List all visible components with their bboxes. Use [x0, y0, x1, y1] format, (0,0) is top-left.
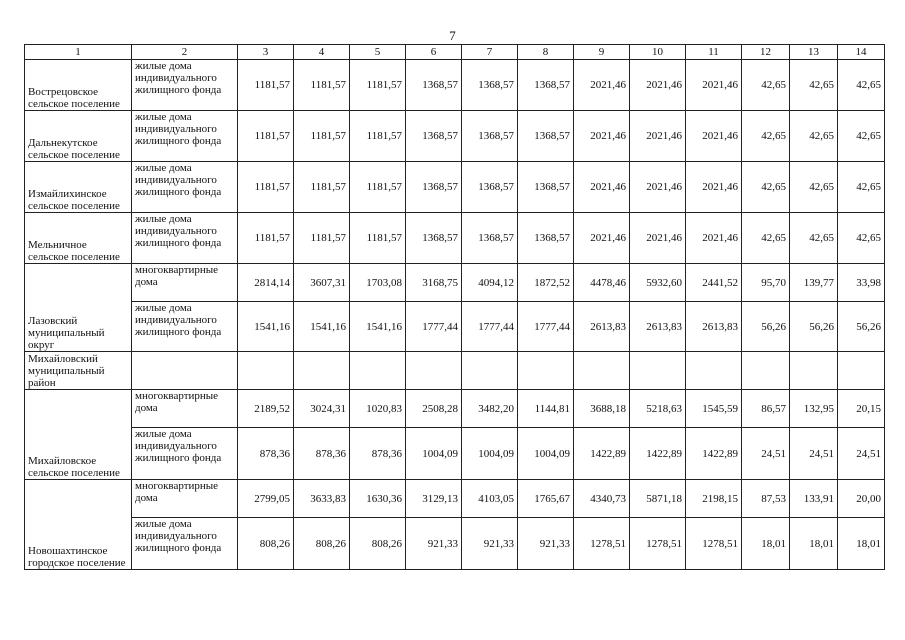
- housing-type: многоквартирные дома: [132, 480, 238, 518]
- value-cell: 42,65: [790, 213, 838, 264]
- value-cell: 56,26: [742, 302, 790, 352]
- column-header: 10: [630, 45, 686, 60]
- value-cell: 2613,83: [686, 302, 742, 352]
- value-cell: 2021,46: [686, 213, 742, 264]
- column-header: 6: [406, 45, 462, 60]
- value-cell: 5871,18: [630, 480, 686, 518]
- value-cell: 1278,51: [574, 518, 630, 570]
- value-cell: 4094,12: [462, 264, 518, 302]
- value-cell: 2021,46: [686, 60, 742, 111]
- table-row: [25, 428, 885, 480]
- value-cell: 4340,73: [574, 480, 630, 518]
- value-cell: 5932,60: [630, 264, 686, 302]
- column-header: 14: [838, 45, 885, 60]
- value-cell: 2021,46: [574, 162, 630, 213]
- value-cell: 1422,89: [630, 428, 686, 480]
- municipality-name: Мельничное сельское поселение: [25, 213, 132, 264]
- value-cell: 2021,46: [574, 213, 630, 264]
- column-header: 11: [686, 45, 742, 60]
- value-cell: 95,70: [742, 264, 790, 302]
- housing-type: многоквартирные дома: [132, 264, 238, 302]
- municipality-name: Михайловское сельское поселение: [25, 390, 132, 480]
- column-header: 4: [294, 45, 350, 60]
- value-cell: 5218,63: [630, 390, 686, 428]
- value-cell: 42,65: [838, 111, 885, 162]
- value-cell: 1181,57: [350, 162, 406, 213]
- value-cell: 3482,20: [462, 390, 518, 428]
- value-cell: 1368,57: [518, 111, 574, 162]
- table-row: [25, 302, 885, 352]
- value-cell: 1777,44: [462, 302, 518, 352]
- value-cell: 2021,46: [630, 213, 686, 264]
- value-cell: 33,98: [838, 264, 885, 302]
- value-cell: 878,36: [350, 428, 406, 480]
- value-cell: 1181,57: [238, 111, 294, 162]
- page-number: 7: [449, 28, 456, 43]
- value-cell: 1422,89: [574, 428, 630, 480]
- column-header: 13: [790, 45, 838, 60]
- value-cell: 56,26: [838, 302, 885, 352]
- table-row: [25, 264, 885, 302]
- housing-type: жилые дома индивидуального жилищного фонда: [132, 518, 238, 570]
- column-header: 1: [25, 45, 132, 60]
- value-cell: 1181,57: [350, 60, 406, 111]
- value-cell: 132,95: [790, 390, 838, 428]
- housing-type: жилые дома индивидуального жилищного фонда: [132, 302, 238, 352]
- municipality-name: Измайлихинское сельское поселение: [25, 162, 132, 213]
- value-cell: 24,51: [742, 428, 790, 480]
- value-cell: 1422,89: [686, 428, 742, 480]
- housing-type: жилые дома индивидуального жилищного фонда: [132, 162, 238, 213]
- table-row: [25, 111, 885, 162]
- value-cell: 808,26: [294, 518, 350, 570]
- housing-type: жилые дома индивидуального жилищного фонда: [132, 60, 238, 111]
- column-header: 3: [238, 45, 294, 60]
- value-cell: 1368,57: [462, 162, 518, 213]
- value-cell: 1368,57: [406, 162, 462, 213]
- value-cell: 56,26: [790, 302, 838, 352]
- value-cell: 1020,83: [350, 390, 406, 428]
- table-row: [25, 480, 885, 518]
- tariff-table: [24, 44, 885, 570]
- value-cell: 1703,08: [350, 264, 406, 302]
- value-cell: 1765,67: [518, 480, 574, 518]
- municipality-name: Лазовский муниципальный округ: [25, 264, 132, 352]
- table-row: [25, 60, 885, 111]
- housing-type: многоквартирные дома: [132, 390, 238, 428]
- value-cell: 1545,59: [686, 390, 742, 428]
- value-cell: 3168,75: [406, 264, 462, 302]
- value-cell: 878,36: [238, 428, 294, 480]
- value-cell: 2021,46: [630, 162, 686, 213]
- value-cell: 18,01: [838, 518, 885, 570]
- value-cell: 20,15: [838, 390, 885, 428]
- table-row: [25, 518, 885, 570]
- value-cell: 20,00: [838, 480, 885, 518]
- value-cell: 42,65: [742, 60, 790, 111]
- value-cell: 1181,57: [350, 111, 406, 162]
- value-cell: 2021,46: [686, 162, 742, 213]
- table-row: [25, 352, 885, 390]
- value-cell: 1181,57: [294, 213, 350, 264]
- value-cell: 878,36: [294, 428, 350, 480]
- value-cell: 3688,18: [574, 390, 630, 428]
- value-cell: 42,65: [838, 162, 885, 213]
- value-cell: 1181,57: [350, 213, 406, 264]
- value-cell: 3024,31: [294, 390, 350, 428]
- value-cell: 2814,14: [238, 264, 294, 302]
- value-cell: 1004,09: [462, 428, 518, 480]
- value-cell: 3607,31: [294, 264, 350, 302]
- column-header: 12: [742, 45, 790, 60]
- value-cell: 139,77: [790, 264, 838, 302]
- column-header: 2: [132, 45, 238, 60]
- value-cell: 1004,09: [406, 428, 462, 480]
- housing-type: жилые дома индивидуального жилищного фонда: [132, 111, 238, 162]
- value-cell: 1368,57: [462, 213, 518, 264]
- column-header: 7: [462, 45, 518, 60]
- value-cell: 1368,57: [406, 111, 462, 162]
- value-cell: 2508,28: [406, 390, 462, 428]
- value-cell: 1144,81: [518, 390, 574, 428]
- municipality-name: Михайловский муниципальный район: [25, 352, 132, 390]
- value-cell: 1777,44: [406, 302, 462, 352]
- value-cell: 3129,13: [406, 480, 462, 518]
- value-cell: 42,65: [790, 162, 838, 213]
- value-cell: 921,33: [518, 518, 574, 570]
- value-cell: 2613,83: [630, 302, 686, 352]
- value-cell: 2613,83: [574, 302, 630, 352]
- value-cell: 921,33: [406, 518, 462, 570]
- value-cell: 18,01: [742, 518, 790, 570]
- value-cell: 1368,57: [518, 213, 574, 264]
- column-header: 8: [518, 45, 574, 60]
- value-cell: 2189,52: [238, 390, 294, 428]
- value-cell: 1368,57: [462, 111, 518, 162]
- value-cell: 4103,05: [462, 480, 518, 518]
- value-cell: 133,91: [790, 480, 838, 518]
- table-row: [25, 213, 885, 264]
- value-cell: 42,65: [742, 162, 790, 213]
- value-cell: 42,65: [742, 213, 790, 264]
- column-header: 9: [574, 45, 630, 60]
- value-cell: 1541,16: [294, 302, 350, 352]
- value-cell: 24,51: [790, 428, 838, 480]
- value-cell: 1181,57: [294, 60, 350, 111]
- value-cell: 42,65: [790, 111, 838, 162]
- value-cell: 2021,46: [574, 111, 630, 162]
- value-cell: 3633,83: [294, 480, 350, 518]
- value-cell: 1368,57: [518, 60, 574, 111]
- municipality-name: Дальнекутское сельское поселение: [25, 111, 132, 162]
- value-cell: 2198,15: [686, 480, 742, 518]
- value-cell: 42,65: [790, 60, 838, 111]
- value-cell: 87,53: [742, 480, 790, 518]
- value-cell: 2021,46: [630, 111, 686, 162]
- value-cell: 2799,05: [238, 480, 294, 518]
- value-cell: 1004,09: [518, 428, 574, 480]
- housing-type: жилые дома индивидуального жилищного фонда: [132, 213, 238, 264]
- column-header: 5: [350, 45, 406, 60]
- value-cell: 1368,57: [406, 60, 462, 111]
- value-cell: 1181,57: [238, 162, 294, 213]
- value-cell: 1278,51: [686, 518, 742, 570]
- value-cell: 4478,46: [574, 264, 630, 302]
- value-cell: 921,33: [462, 518, 518, 570]
- value-cell: 1368,57: [406, 213, 462, 264]
- value-cell: 86,57: [742, 390, 790, 428]
- table-row: [25, 162, 885, 213]
- value-cell: 2441,52: [686, 264, 742, 302]
- value-cell: 808,26: [238, 518, 294, 570]
- municipality-name: Новошахтинское городское поселение: [25, 480, 132, 570]
- value-cell: 24,51: [838, 428, 885, 480]
- value-cell: 1777,44: [518, 302, 574, 352]
- table-row: [25, 390, 885, 428]
- value-cell: 1181,57: [294, 111, 350, 162]
- value-cell: 1872,52: [518, 264, 574, 302]
- value-cell: 1181,57: [238, 60, 294, 111]
- value-cell: 2021,46: [686, 111, 742, 162]
- value-cell: 1368,57: [462, 60, 518, 111]
- value-cell: 18,01: [790, 518, 838, 570]
- housing-type: жилые дома индивидуального жилищного фонда: [132, 428, 238, 480]
- value-cell: 1181,57: [294, 162, 350, 213]
- value-cell: 2021,46: [574, 60, 630, 111]
- value-cell: 42,65: [838, 213, 885, 264]
- value-cell: 2021,46: [630, 60, 686, 111]
- value-cell: 1181,57: [238, 213, 294, 264]
- value-cell: 1278,51: [630, 518, 686, 570]
- value-cell: 42,65: [838, 60, 885, 111]
- header-row: [25, 45, 885, 60]
- value-cell: 42,65: [742, 111, 790, 162]
- value-cell: 1541,16: [238, 302, 294, 352]
- municipality-name: Вострецовское сельское поселение: [25, 60, 132, 111]
- value-cell: 1630,36: [350, 480, 406, 518]
- value-cell: 1368,57: [518, 162, 574, 213]
- value-cell: 808,26: [350, 518, 406, 570]
- value-cell: 1541,16: [350, 302, 406, 352]
